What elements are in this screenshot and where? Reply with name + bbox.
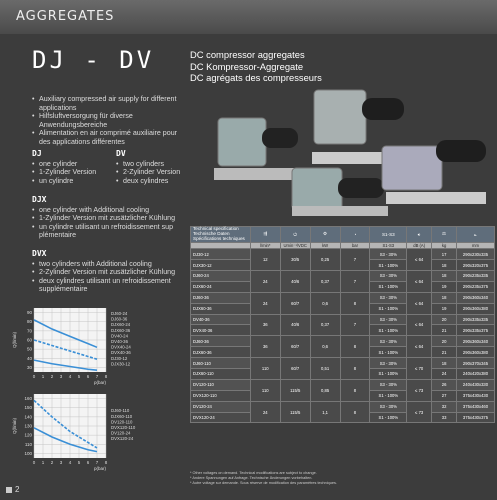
cell-kg: 33 [432, 412, 457, 423]
cell-kw: 0,6 [310, 336, 340, 358]
x-tick-label: 3 [59, 374, 63, 379]
cell-flow: 24 [250, 271, 280, 293]
flow-chart-high [12, 386, 152, 482]
cell-kw: 1,1 [310, 401, 340, 423]
dvx-item: • 2-Zylinder Version mit zusätzlicher Kühlung [32, 268, 187, 277]
cell-duty: S1 - 100% [370, 412, 407, 423]
cell-duty: S3 - 30% [370, 358, 407, 369]
cell-model: DVX40-36 [191, 325, 251, 336]
y-tick-label: 60 [26, 337, 32, 343]
cell-model: DJX60-36 [191, 347, 251, 358]
x-tick-label: 7 [95, 374, 99, 379]
cell-bar: 8 [340, 292, 370, 314]
noise-icon: 🔉︎ [407, 227, 432, 243]
cell-dim: 290x235x335 [457, 271, 495, 282]
footnotes [190, 471, 337, 485]
product-subtitle [190, 49, 322, 84]
djx-item: • 1-Zylinder Version mit zusätzlicher Kühlung [32, 214, 187, 223]
flow-chart-low-svg [12, 300, 152, 396]
cell-model: DJ30-12 [191, 249, 251, 260]
unit-flow: l/min* [250, 242, 280, 249]
legend-entry: DV120-24 [111, 430, 131, 436]
cell-flow: 110 [250, 358, 280, 380]
djx-heading: DJX [32, 195, 47, 204]
cell-dim: 240x430x330 [457, 379, 495, 390]
y-tick-label: 50 [26, 346, 32, 352]
cell-flow: 110 [250, 379, 280, 401]
cell-model: DJ60-36 [191, 336, 251, 347]
table-row [191, 336, 495, 347]
cell-flow: 24 [250, 292, 280, 314]
cell-dim: 240x420x380 [457, 369, 495, 380]
legend-entry: DVX40-36 [111, 350, 131, 356]
x-tick-label: 0 [32, 374, 36, 379]
cell-kg: 24 [432, 369, 457, 380]
dvx-block [32, 250, 187, 294]
table-row [191, 314, 495, 325]
footnote-de: * Andere Spannungen auf Anfrage. Technische Änderungen vorbehalten. [190, 475, 313, 480]
dv-item: • 2-Zylinder Version [116, 168, 196, 177]
dj-item: • one cylinder [32, 160, 112, 169]
power-icon: ⚙ [310, 227, 340, 243]
unit-duty: S1-S3 [370, 242, 407, 249]
x-tick-label: 2 [50, 460, 54, 465]
compressor-photo-4 [382, 140, 486, 204]
cell-model: DVX120-110 [191, 390, 251, 401]
x-tick-label: 5 [77, 374, 81, 379]
cell-model: DJX30-12 [191, 260, 251, 271]
cell-dim: 290x370x345 [457, 358, 495, 369]
cell-dim: 290x360x340 [457, 336, 495, 347]
cell-kg: 19 [432, 281, 457, 292]
legend-entry: DJX60-24 [111, 322, 131, 328]
cell-duty: S1 - 100% [370, 303, 407, 314]
cell-db: ≤ 64 [407, 314, 432, 336]
legend-entry: DV40-36 [111, 339, 128, 344]
djx-block [32, 196, 187, 240]
cell-kw: 0,85 [310, 379, 340, 401]
cell-volt: 30/5 [280, 249, 310, 271]
legend-entry: DJ30-12 [111, 355, 128, 361]
cell-model: DJ60-36 [191, 292, 251, 303]
cell-kw: 0,51 [310, 358, 340, 380]
intro-item: • Alimentation en air comprimé auxiliaire pour des applications différentes [32, 129, 182, 146]
section-title: AGGREGATES [16, 9, 115, 24]
cell-model: DV40-36 [191, 314, 251, 325]
footnote-fr: * Autre voltage sur demande. Sous réserve de modification des paramètres techniques. [190, 480, 337, 485]
cell-kg: 18 [432, 292, 457, 303]
table-row [191, 271, 495, 282]
cell-kg: 19 [432, 303, 457, 314]
dimension-icon: ⟀ [457, 227, 495, 243]
djx-item: • one cylinder with Additional cooling [32, 206, 187, 215]
x-axis-label: p(bar) [93, 380, 106, 385]
cell-kw: 0,37 [310, 314, 340, 336]
cell-db: ≤ 70 [407, 358, 432, 380]
cell-kw: 0,37 [310, 271, 340, 293]
dj-item: • 1-Zylinder Version [32, 168, 112, 177]
cell-model: DJX60-24 [191, 281, 251, 292]
spec-table [190, 226, 495, 423]
flow-chart-high-svg [12, 386, 152, 482]
cell-kg: 20 [432, 336, 457, 347]
intro-item: • Hilfsluftversorgung für diverse Anwendungsbereiche [32, 112, 182, 129]
unit-noise: dB (A) [407, 242, 432, 249]
product-photos [196, 82, 496, 218]
y-tick-label: 140 [24, 414, 32, 420]
cell-duty: S3 - 30% [370, 271, 407, 282]
y-tick-label: 40 [26, 355, 32, 361]
x-tick-label: 5 [77, 460, 81, 465]
cell-kg: 32 [432, 401, 457, 412]
cell-volt: 60/7 [280, 336, 310, 358]
footnote-en: * Other voltages on demand. Technical modifications are subject to change. [190, 471, 317, 475]
dv-item: • two cylinders [116, 160, 196, 169]
y-tick-label: 30 [26, 364, 32, 370]
legend-entry: DJX60-36 [111, 327, 131, 333]
x-tick-label: 8 [104, 460, 108, 465]
legend-entry: DVX120-110 [111, 425, 136, 430]
unit-power: kW [310, 242, 340, 249]
cell-flow: 12 [250, 249, 280, 271]
cell-volt: 60/7 [280, 358, 310, 380]
product-title: DJ - DV [32, 46, 155, 74]
cell-duty: S1 - 100% [370, 260, 407, 271]
cell-bar: 7 [340, 271, 370, 293]
cell-db: ≤ 64 [407, 336, 432, 358]
cell-model: DV120-110 [191, 379, 251, 390]
cell-db: ≤ 64 [407, 271, 432, 293]
cell-dim: 290x235x375 [457, 281, 495, 292]
cell-bar: 8 [340, 401, 370, 423]
cell-kg: 26 [432, 379, 457, 390]
cell-kw: 0,25 [310, 249, 340, 271]
x-tick-label: 6 [86, 374, 90, 379]
x-tick-label: 2 [50, 374, 54, 379]
cell-dim: 290x360x380 [457, 347, 495, 358]
cell-duty: S3 - 30% [370, 249, 407, 260]
cell-dim: 290x335x335 [457, 314, 495, 325]
dj-heading: DJ [32, 149, 42, 158]
cell-volt: 60/7 [280, 292, 310, 314]
cell-db: ≤ 64 [407, 249, 432, 271]
intro-list [32, 95, 182, 147]
cell-duty: S1 - 100% [370, 390, 407, 401]
dv-item: • deux cylindres [116, 177, 196, 186]
legend-entry: DJ60-36 [111, 316, 128, 322]
legend-entry: DJX30-12 [111, 361, 131, 367]
dvx-item: • two cylinders with Additional cooling [32, 260, 187, 269]
x-tick-label: 4 [68, 460, 72, 465]
cell-duty: S1 - 100% [370, 325, 407, 336]
dj-block [32, 150, 112, 185]
x-tick-label: 8 [104, 374, 108, 379]
flow-icon: ⇶ [250, 227, 280, 243]
subtitle-de: DC Kompressor-Aggregate [190, 60, 304, 72]
page-number: 2 [6, 485, 19, 494]
cell-kg: 18 [432, 260, 457, 271]
y-tick-label: 100 [24, 450, 32, 456]
cell-dim: 290x335x375 [457, 325, 495, 336]
x-tick-label: 1 [41, 374, 45, 379]
cell-volt: 115/5 [280, 379, 310, 401]
x-tick-label: 4 [68, 374, 72, 379]
cell-bar: 8 [340, 336, 370, 358]
cell-duty: S3 - 30% [370, 379, 407, 390]
cell-model: DJ60-110 [191, 358, 251, 369]
intro-item: • Auxiliary compressed air supply for different applications [32, 95, 182, 112]
pressure-icon: ◔ [340, 227, 370, 243]
cell-dim: 375x430x460 [457, 401, 495, 412]
legend-entry: DJ60-24 [111, 311, 128, 316]
y-tick-label: 80 [26, 319, 32, 325]
cell-kg: 21 [432, 347, 457, 358]
cell-duty: S3 - 30% [370, 336, 407, 347]
y-tick-label: 90 [26, 310, 32, 316]
unit-pressure: bar [340, 242, 370, 249]
tech-header: Technical specification Technische Daten Spécifications techniques [191, 227, 251, 243]
cell-kw: 0,6 [310, 292, 340, 314]
cell-dim: 375x430x375 [457, 412, 495, 423]
x-tick-label: 7 [95, 460, 99, 465]
cell-model: DJX60-110 [191, 369, 251, 380]
cell-volt: 40/6 [280, 314, 310, 336]
legend-entry: DJX60-110 [111, 413, 133, 419]
spec-table-body [191, 249, 495, 423]
compressor-photo-3 [292, 168, 388, 216]
cell-dim: 290x360x340 [457, 292, 495, 303]
subtitle-en: DC compressor aggregates [190, 49, 305, 60]
dvx-heading: DVX [32, 249, 47, 258]
legend-entry: DV40-24 [111, 333, 128, 339]
cell-db: ≤ 73 [407, 401, 432, 423]
x-tick-label: 3 [59, 460, 63, 465]
cell-bar: 8 [340, 379, 370, 401]
cell-duty: S3 - 30% [370, 292, 407, 303]
y-tick-label: 130 [24, 423, 32, 429]
weight-icon: ⚖ [432, 227, 457, 243]
cell-kg: 18 [432, 271, 457, 282]
cell-model: DV120-24 [191, 401, 251, 412]
cell-dim: 290x320x375 [457, 260, 495, 271]
y-tick-label: 120 [24, 432, 32, 438]
unit-dimension: mm [457, 242, 495, 249]
cell-dim: 290x230x335 [457, 249, 495, 260]
y-tick-label: 150 [24, 405, 32, 411]
x-axis-label: p(bar) [93, 466, 106, 471]
duty-header: S1-S3 [370, 227, 407, 243]
cell-duty: S1 - 100% [370, 347, 407, 358]
cell-flow: 36 [250, 336, 280, 358]
cell-bar: 7 [340, 314, 370, 336]
legend-entry: DV120-110 [111, 419, 133, 425]
cell-duty: S3 - 30% [370, 314, 407, 325]
y-tick-label: 110 [24, 441, 32, 447]
flow-chart-low [12, 300, 152, 396]
cell-kg: 20 [432, 314, 457, 325]
cell-kg: 27 [432, 390, 457, 401]
cell-flow: 36 [250, 314, 280, 336]
cell-bar: 7 [340, 249, 370, 271]
cell-flow: 24 [250, 401, 280, 423]
cell-duty: S1 - 100% [370, 281, 407, 292]
legend-entry: DJ60-110 [111, 408, 130, 414]
voltage-icon: ⏻ [280, 227, 310, 243]
table-row [191, 379, 495, 390]
cell-model: DJX60-36 [191, 303, 251, 314]
y-tick-label: 160 [24, 396, 32, 402]
table-row [191, 292, 495, 303]
dvx-item: • deux cylindres utilisant un refroidissement supplémentaire [32, 277, 187, 294]
cell-duty: S3 - 30% [370, 401, 407, 412]
y-tick-label: 70 [26, 328, 32, 334]
dv-heading: DV [116, 149, 126, 158]
compressor-photo-1 [214, 118, 304, 180]
x-tick-label: 0 [32, 460, 36, 465]
unit-voltage: Umin⁻¹/VDC [280, 242, 310, 249]
cell-volt: 40/6 [280, 271, 310, 293]
legend-entry: DVX120-24 [111, 436, 134, 442]
cell-model: DVX120-24 [191, 412, 251, 423]
table-row [191, 358, 495, 369]
dv-block [116, 150, 196, 185]
subtitle-fr: DC agrégats des compresseurs [190, 72, 322, 83]
x-tick-label: 1 [41, 460, 45, 465]
cell-kg: 21 [432, 325, 457, 336]
cell-kg: 17 [432, 249, 457, 260]
legend-entry: DVX40-24 [111, 344, 131, 350]
x-tick-label: 6 [86, 460, 90, 465]
y-axis-label: Q(l/min) [12, 332, 17, 348]
cell-model: DJ60-24 [191, 271, 251, 282]
page-marker-icon [6, 487, 12, 493]
cell-volt: 115/5 [280, 401, 310, 423]
cell-dim: 375x430x430 [457, 390, 495, 401]
unit-weight: kg [432, 242, 457, 249]
cell-dim: 290x360x380 [457, 303, 495, 314]
cell-db: ≤ 64 [407, 292, 432, 314]
cell-kg: 18 [432, 358, 457, 369]
cell-duty: S1 - 100% [370, 369, 407, 380]
section-header-bar [0, 0, 497, 34]
table-row [191, 249, 495, 260]
table-row [191, 401, 495, 412]
djx-item: • un cylindre utilisant un refroidissement sup plémentaire [32, 223, 187, 240]
dj-item: • un cylindre [32, 177, 112, 186]
cell-bar: 8 [340, 358, 370, 380]
y-axis-label: Q(l/min) [12, 418, 17, 434]
cell-db: ≤ 73 [407, 379, 432, 401]
